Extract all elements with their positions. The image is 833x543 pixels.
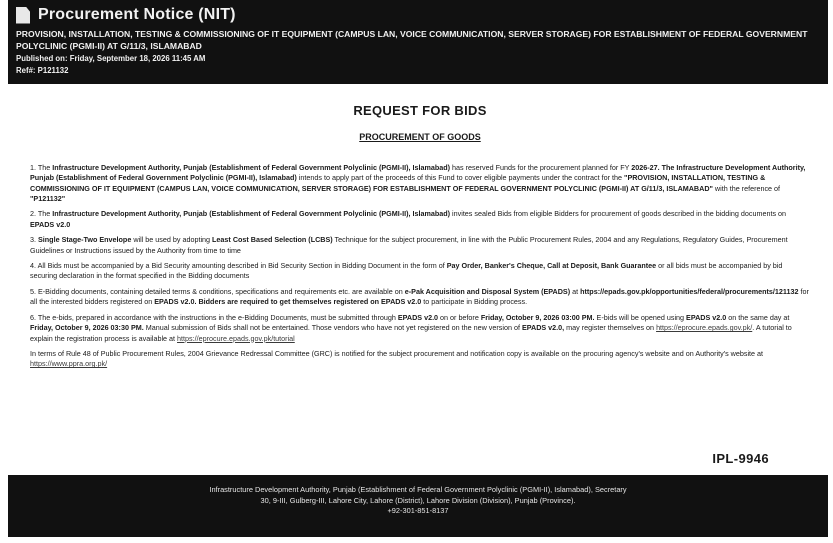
text-bold: EPADS v2.0, [521, 323, 565, 333]
footer-phone: +92-301-851-8137 [387, 506, 449, 516]
text-bold: EPADS v2.0 [686, 312, 727, 322]
text-bold: Infrastructure Development Authority, Punjab (Establishment of Federal Government Polyclinic (PGMI-II), Islamabad) [52, 162, 451, 172]
text-bold: Single Stage-Two Envelope [38, 235, 132, 245]
text: on the same day at [726, 312, 790, 322]
text: invites sealed Bids from eligible Bidders for procurement of goods described in the bidding documents on [450, 209, 787, 219]
authority-website-link[interactable]: https://www.ppra.org.pk/ [30, 359, 108, 369]
notice-footer [8, 475, 828, 537]
paragraph-6 [30, 313, 810, 344]
notice-subject: PROVISION, INSTALLATION, TESTING & COMMISSIONING OF IT EQUIPMENT (CAMPUS LAN, VOICE COMMUNICATION, SERVER STORAGE) FOR ESTABLISHMENT OF FEDERAL GOVERNMENT POLYCLINIC (PGMI-II) AT G/11/3, ISLAMABAD [16, 29, 808, 51]
text: intends to apply part of the proceeds of this Fund to cover eligible payments under the contract for the [296, 173, 625, 183]
document-icon [16, 7, 30, 24]
document-subtitle: PROCUREMENT OF GOODS [359, 132, 481, 143]
text: 6. The e-bids, prepared in accordance with the instructions in the e-Bidding Documents, must be submitted through [30, 312, 398, 322]
notice-body [30, 103, 810, 375]
text: 5. E-Bidding documents, containing detailed terms & conditions, specifications and requirements etc. are available on [30, 286, 405, 296]
text: 4. All Bids must be accompanied by a Bid Security amounting described in Bid Security Section in Bidding Document in the form of [30, 261, 447, 271]
text: to participate in Bidding process. [421, 297, 528, 307]
reference-number: Ref#: P121132 [16, 66, 69, 75]
text-bold: e-Pak Acquisition and Disposal System (EPADS) [404, 286, 571, 296]
text: Technique for the subject procurement, in line with the Public Procurement Rules, 2004 and any Regulations, Regulatory Guides, Procurement Guidelines or Instructions issued by the Authority from time to time [30, 235, 788, 255]
text: may register themselves on [564, 323, 657, 333]
text: on or before [438, 312, 481, 322]
text-bold: Least Cost Based Selection (LCBS) [212, 235, 333, 245]
paragraph-4 [30, 261, 810, 282]
text-bold: "P121132" [30, 194, 66, 204]
text-bold: EPADS v2.0. Bidders are required to get themselves registered on EPADS v2.0 [154, 297, 422, 307]
text-bold: 2026-27. The Infrastructure Development Authority, Punjab (Establishment of Federal Government Polyclinic (PGMI-II), Islamabad) [30, 162, 806, 183]
text: will be used by adopting [131, 235, 213, 245]
text: In terms of Rule 48 of Public Procurement Rules, 2004 Grievance Redressal Committee (GRC) is notified for the subject procurement and notification copy is available on the procuring agency's website and on Authority's website at [30, 348, 764, 358]
paragraph-3 [30, 235, 810, 256]
published-date: Published on: Friday, September 18, 2026 11:45 AM [16, 54, 206, 63]
text-bold: Pay Order, Banker's Cheque, Call at Deposit, Bank Guarantee [446, 261, 657, 271]
opening-time: Friday, October 9, 2026 03:30 PM. [30, 323, 144, 333]
text: or all bids must be accompanied by bid securing declaration in the format specified in the Bidding documents [30, 261, 783, 281]
footer-line-1: Infrastructure Development Authority, Punjab (Establishment of Federal Government Polyclinic (PGMI-II), Islamabad), Secretary [209, 485, 627, 494]
text: . A tutorial to explain the registration process is available at [30, 323, 792, 343]
paragraph-5 [30, 287, 810, 308]
footer-line-2: 30, 9-III, Gulberg-III, Lahore City, Lahore (District), Lahore Division (Division), Punjab (Province). [260, 495, 576, 505]
tutorial-link[interactable]: https://eprocure.epads.gov.pk/tutorial [177, 333, 295, 343]
text: at [570, 286, 581, 296]
header-title-row [16, 6, 820, 24]
text: E-bids will be opened using [594, 312, 687, 322]
text-bold: "PROVISION, INSTALLATION, TESTING & COMMISSIONING OF IT EQUIPMENT (CAMPUS LAN, VOICE COMMUNICATION, SERVER STORAGE) FOR ESTABLISHMENT OF FEDERAL GOVERNMENT POLYCLINIC (PGMI-II) AT G/11/3, ISLAMABAD" [30, 173, 766, 193]
text: 2. The [30, 209, 53, 219]
paragraph-2 [30, 209, 810, 230]
text: for all the interested bidders registered on [30, 286, 809, 307]
notice-header [8, 0, 828, 84]
epads-url-link[interactable]: https://epads.gov.pk/opportunities/federal/procurements/121132 [580, 286, 799, 296]
text-bold: EPADS v2.0 [30, 219, 71, 229]
paragraph-1 [30, 163, 810, 205]
document-title: REQUEST FOR BIDS [353, 103, 487, 118]
text-bold: Infrastructure Development Authority, Punjab (Establishment of Federal Government Polyclinic (PGMI-II), Islamabad) [52, 209, 451, 219]
submission-deadline: Friday, October 9, 2026 03:00 PM. [480, 312, 595, 322]
paragraph-7 [30, 349, 810, 370]
text-bold: EPADS v2.0 [397, 312, 439, 322]
text: 1. The [30, 162, 53, 172]
text: has reserved Funds for the procurement planned for FY [450, 162, 632, 172]
text: with the reference of [712, 183, 781, 193]
text: 3. [30, 235, 38, 245]
ipl-reference: IPL-9946 [712, 451, 769, 466]
text: Manual submission of Bids shall not be entertained. Those vendors who have not yet registered on the new version of [143, 323, 522, 333]
registration-link[interactable]: https://eprocure.epads.gov.pk/ [656, 323, 753, 333]
notice-title: Procurement Notice (NIT) [38, 6, 236, 23]
